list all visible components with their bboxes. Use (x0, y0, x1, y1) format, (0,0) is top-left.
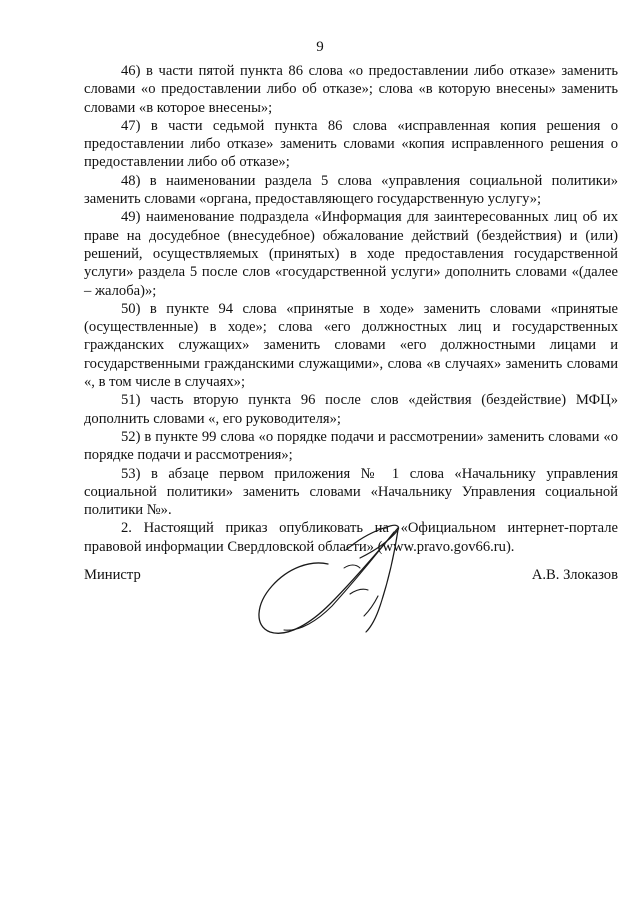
handwritten-signature-icon (248, 520, 418, 650)
paragraph-publication: 2. Настоящий приказ опубликовать на «Официальном интернет-портале правовой информации Свердловской области» (www.pravo.gov66.ru). (84, 520, 618, 555)
document-body (84, 62, 618, 556)
minister-name: А.В. Злоказов (531, 567, 618, 583)
page-number: 9 (316, 39, 324, 55)
paragraph-item-53: 53) в абзаце первом приложения № 1 слова «Начальнику управления социальной политики» заменить словами «Начальнику Управления социальной политики №». (84, 465, 618, 519)
minister-label: Министр (84, 567, 141, 583)
paragraph-item-50: 50) в пункте 94 слова «принятые в ходе» заменить словами «принятые (осуществленные) в ходе»; слова «его должностных лиц и государственных гражданских служащих» заменить словами «его должностными лицами и государственными гражданскими служащими», слова «в случаях» заменить словами «, в том числе в случаях»; (84, 300, 618, 391)
paragraph-item-48: 48) в наименовании раздела 5 слова «управления социальной политики» заменить словами «органа, предоставляющего государственную услугу»; (84, 172, 618, 208)
paragraph-item-52: 52) в пункте 99 слова «о порядке подачи и рассмотрении» заменить словами «о порядке подачи и рассмотрения»; (84, 428, 618, 464)
paragraph-item-47: 47) в части седьмой пункта 86 слова «исправленная копия решения о предоставлении либо отказе» заменить словами «копия исправленного решения о предоставлении либо об отказе»; (84, 117, 618, 171)
paragraph-item-49: 49) наименование подраздела «Информация для заинтересованных лиц об их праве на досудебное (внесудебное) обжалование действий (бездействия) и (или) решений, осуществляемых (принятых) в ходе предоставления государственной услуги» раздела 5 после слов «государственной услуги» дополнить словами «(далее – жалоба)»; (84, 209, 618, 299)
paragraph-item-51: 51) часть вторую пункта 96 после слов «действия (бездействие) МФЦ» дополнить словами «, его руководителя»; (84, 392, 618, 427)
paragraph-item-46: 46) в части пятой пункта 86 слова «о предоставлении либо отказе» заменить словами «о предоставлении либо об отказе»; слова «в которую внесены» заменить словами «в которое внесены»; (84, 63, 618, 116)
